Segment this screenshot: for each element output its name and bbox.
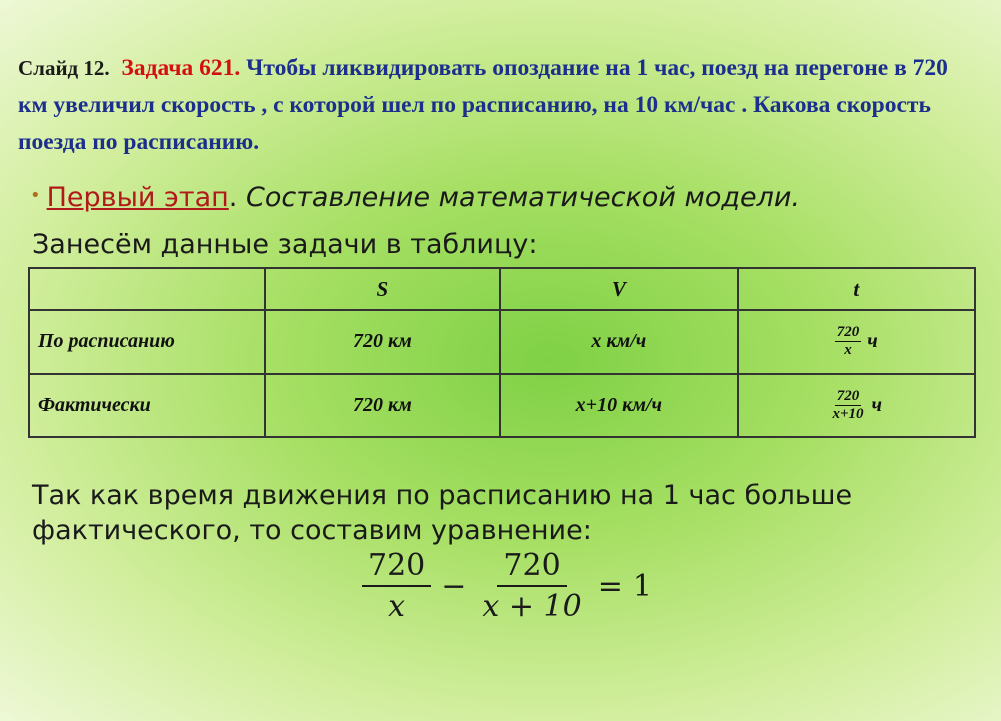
bullet-icon: • (30, 185, 41, 206)
minus-sign: − (441, 568, 467, 604)
stage-punct: . (228, 182, 238, 213)
table-row (29, 374, 975, 438)
row-label: Фактически (29, 374, 265, 438)
task-label: Задача 621. (121, 55, 241, 81)
conclusion-text: Так как время движения по расписанию на 1 час больше фактического, то составим уравнение: (32, 480, 853, 546)
equals-sign: = (597, 568, 623, 604)
distance-cell: 720 км (265, 310, 500, 374)
time-unit: ч (871, 393, 883, 416)
time-fraction (830, 388, 865, 423)
row-label: По расписанию (29, 310, 265, 374)
table-header-cell: V (500, 268, 737, 310)
equation (362, 548, 652, 624)
table-header-cell: t (738, 268, 975, 310)
table-header-cell: S (265, 268, 500, 310)
time-fraction (835, 324, 862, 359)
distance-cell: 720 км (265, 374, 500, 438)
table-row (29, 310, 975, 374)
equation-fraction-2 (476, 548, 587, 624)
data-table (28, 267, 976, 438)
fraction-numerator: 720 (362, 548, 431, 587)
intro-text: Занесём данные задачи в таблицу: (32, 229, 538, 260)
fraction-denominator: x (388, 589, 406, 624)
stage-title: Первый этап (46, 182, 229, 213)
time-cell (738, 310, 975, 374)
stage-line (30, 180, 800, 219)
stage-text: Составление математической модели. (245, 182, 801, 213)
time-unit: ч (867, 330, 878, 353)
time-cell (738, 374, 975, 438)
task-header (18, 50, 983, 161)
speed-cell: х км/ч (500, 310, 737, 374)
equation-fraction-1 (362, 548, 431, 624)
task-text: Чтобы ликвидировать опоздание на 1 час, поезд на перегоне в 720 км увеличил скорость , с которой шел по расписанию, на 10 км/час . Какова скорость поезда по расписанию. (18, 55, 948, 155)
fraction-denominator: х (844, 342, 852, 359)
table-header-row (29, 268, 975, 310)
slide-label: Слайд 12. (18, 56, 110, 80)
equation-rhs: 1 (632, 568, 652, 604)
fraction-numerator: 720 (836, 387, 860, 404)
table-header-cell (29, 268, 265, 310)
fraction-denominator: х+10 (832, 405, 864, 422)
fraction-denominator: x + 10 (482, 589, 582, 624)
speed-cell: х+10 км/ч (500, 374, 737, 438)
fraction-numerator: 720 (497, 548, 566, 587)
fraction-numerator: 720 (836, 324, 860, 341)
